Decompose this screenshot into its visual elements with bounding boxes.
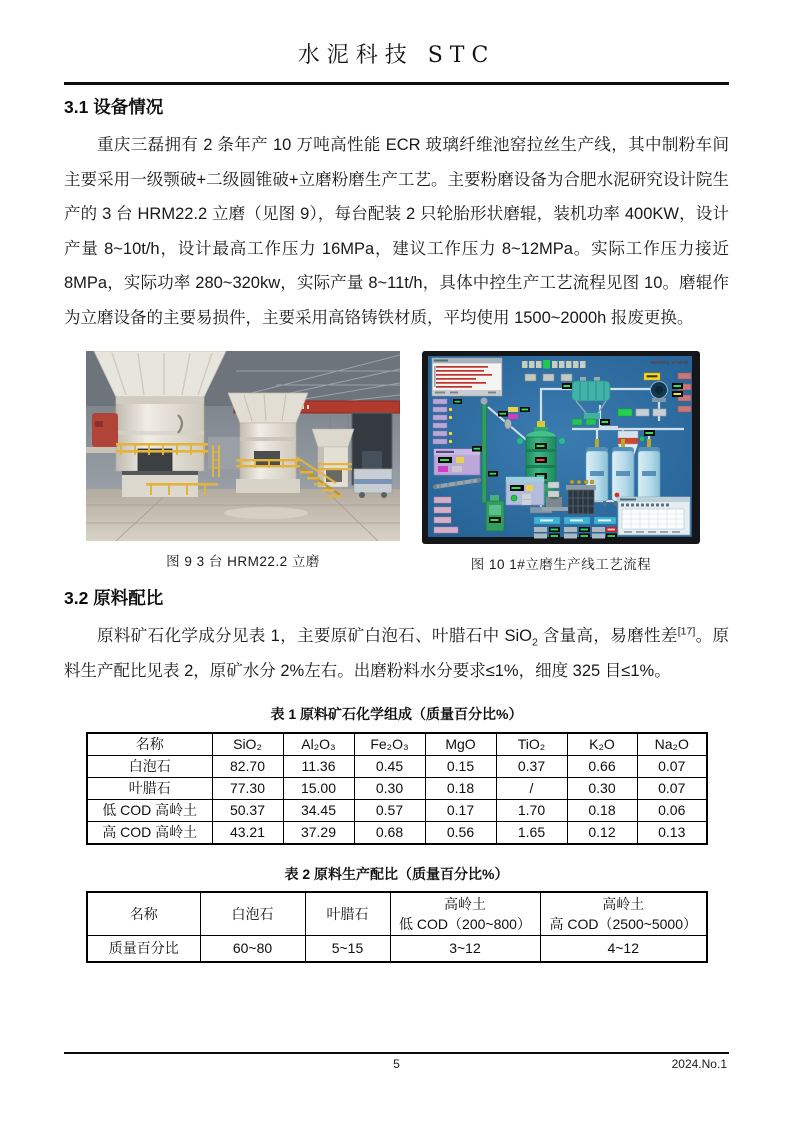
table-cell: 0.06 [637,800,707,822]
table-cell: 1.70 [496,800,567,822]
table-row [87,756,707,778]
column-header: 名称 [87,733,212,756]
table-1-title: 表 1 原料矿石化学组成（质量百分比%） [270,706,523,722]
table-cell: 质量百分比 [87,936,200,963]
table-cell: 白泡石 [87,756,212,778]
table-cell: 3~12 [390,936,540,963]
storage-tanks [586,439,660,506]
figure-9 [86,351,400,570]
screen-title [522,360,586,369]
paragraph-raw-materials: 原料矿石化学成分见表 1，主要原矿白泡石、叶腊石中 SiO$_2$ 含量高，易磨性差[17]。原料生产配比见表 2，原矿水分 2%左右。出磨粉料水分要求≤1%，细度 325 目≤1%。 [64,625,729,680]
table-cell: 0.18 [567,800,637,822]
table-cell: 43.21 [212,822,283,845]
red-equipment [92,413,118,447]
table-header-row [87,733,707,756]
table-cell: 0.07 [637,778,707,800]
table-cell: 叶腊石 [87,778,212,800]
table-cell: 1.65 [496,822,567,845]
table-cell: 50.37 [212,800,283,822]
table-cell: 0.17 [425,800,496,822]
table-cell: 0.15 [425,756,496,778]
table-cell: 77.30 [212,778,283,800]
bag-filter [566,480,596,514]
table-cell: 4~12 [540,936,707,963]
figure-9-caption: 图 9 3 台 HRM22.2 立磨 [166,554,320,569]
table-cell: 0.12 [567,822,637,845]
table-cell: 0.37 [496,756,567,778]
trend-chart-window [618,497,690,535]
section-heading-3-2: 3.2 原料配比 [64,588,164,608]
column-header: Al₂O₃ [283,733,354,756]
paragraph-equipment: 重庆三磊拥有 2 条年产 10 万吨高性能 ECR 玻璃纤维池窑拉丝生产线，其中制粉车间主要采用一级颚破+二级圆锥破+立磨粉磨生产工艺。主要粉磨设备为合肥水泥研究设计院生产的 3 台 HRM22.2 立磨（见图 9），每台配装 2 只轮胎形状磨辊，装机功率 400KW，设计产量 8~10t/h，设计最高工作压力 16MPa，建议工作压力 8~12MPa。实际工作压力接近 8MPa，实际功率 280~320kw，实际产量 8~11t/h，具体中控生产工艺流程见图 10。磨辊作为立磨设备的主要易损件，主要采用高铬铸铁材质，平均使用 1500~2000h 报废更换。 [64,136,729,327]
dcs-screenshot [422,351,700,544]
figure-10-caption: 图 10 1#立磨生产线工艺流程 [470,557,652,572]
table-cell: 0.66 [567,756,637,778]
column-header: Na₂O [637,733,707,756]
figure-10 [422,351,700,573]
table-production-ratio [86,891,708,963]
table-cell: 0.57 [354,800,425,822]
screen-nav-buttons [525,374,572,381]
table-header-row [87,892,707,936]
table-cell: 60~80 [200,936,305,963]
alarm-window [432,358,502,396]
table-cell: 82.70 [212,756,283,778]
table-cell: 0.68 [354,822,425,845]
table-cell: 0.18 [425,778,496,800]
table-cell: 低 COD 高岭土 [87,800,212,822]
figure-row [64,351,729,573]
column-header: 高岭土 低 COD（200~800） [390,892,540,936]
journal-header: 水泥科技 STC [297,43,496,68]
factory-photo [86,351,400,541]
table-row [87,778,707,800]
table-cell: / [496,778,567,800]
dust-patch [224,507,308,519]
column-header: 叶腊石 [305,892,390,936]
column-header: 高岭土 高 COD（2500~5000） [540,892,707,936]
table-cell: 0.30 [354,778,425,800]
table-2-title: 表 2 原料生产配比（质量百分比%） [284,866,509,882]
table-row [87,822,707,845]
table-cell: 高 COD 高岭土 [87,822,212,845]
table-cell: 34.45 [283,800,354,822]
table-cell: 0.13 [637,822,707,845]
issue-number: 2024.No.1 [671,1057,727,1071]
tank-2 [612,439,634,506]
table-cell: 11.36 [283,756,354,778]
page-number: 5 [393,1057,400,1071]
table-cell: 5~15 [305,936,390,963]
footer-rule [64,1052,729,1054]
table-cell: 0.07 [637,756,707,778]
table-row [87,800,707,822]
page-footer [64,1052,729,1077]
column-header: SiO₂ [212,733,283,756]
column-header: K₂O [567,733,637,756]
column-header: Fe₂O₃ [354,733,425,756]
screen-timestamp: 2023/9/11 17:06:48 [650,360,688,365]
table-chemical-composition [86,732,708,845]
table-cell: 0.30 [567,778,637,800]
column-header: 名称 [87,892,200,936]
tank-3 [638,439,660,506]
table-cell: 0.56 [425,822,496,845]
column-header: TiO₂ [496,733,567,756]
section-heading-3-1: 3.1 设备情况 [64,97,164,117]
table-cell: 0.45 [354,756,425,778]
purple-control-panel [434,449,480,475]
table-row [87,936,707,963]
table-cell: 15.00 [283,778,354,800]
table-cell: 37.29 [283,822,354,845]
parameter-strip [534,517,617,539]
header-rule [64,82,729,85]
start-buttons [618,409,666,416]
column-header: 白泡石 [200,892,305,936]
column-header: MgO [425,733,496,756]
